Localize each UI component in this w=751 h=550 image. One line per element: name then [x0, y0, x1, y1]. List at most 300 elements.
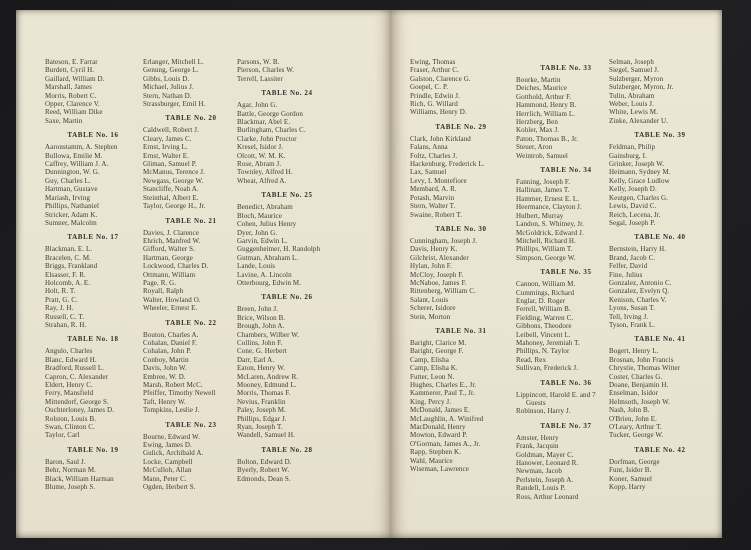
name-entry: Hackenburg, Frederick L.	[410, 160, 485, 169]
name-entry: Byerly, Robert W.	[237, 466, 290, 475]
name-entry: Royall, Ralph	[143, 287, 184, 296]
name-entry: Zinke, Alexander U.	[609, 116, 669, 125]
name-column	[237, 58, 337, 483]
name-entry: Pierson, Charles W.	[237, 66, 295, 75]
table-number-header: TABLE No. 25	[261, 191, 313, 200]
name-entry: Saxe, Martin	[45, 116, 83, 125]
name-entry: King, Percy J.	[410, 397, 452, 406]
name-entry: Kresel, Isidor J.	[237, 143, 284, 152]
table-section	[516, 64, 616, 160]
name-entry: Ernst, Walter E.	[143, 151, 190, 160]
name-entry: Parsons, W. B.	[237, 58, 280, 66]
name-entry: Robinson, Harry J.	[516, 407, 571, 416]
name-entry: Bogert, Henry L.	[609, 347, 659, 356]
table-number-header: TABLE No. 26	[261, 293, 313, 302]
name-entry: Brough, John A.	[237, 322, 285, 331]
name-entry: Cleary, James C.	[143, 134, 192, 143]
name-entry: Gilchrist, Alexander	[410, 253, 469, 262]
name-entry: McDonald, James E.	[410, 406, 471, 415]
name-column	[609, 58, 711, 491]
name-entry: O'Gorman, James A., Jr.	[410, 439, 481, 448]
name-entry: Gonzalez, Antonio C.	[609, 278, 672, 287]
name-entry: Ross, Arthur Leonard	[516, 492, 579, 501]
name-entry: Clark, John Kirkland	[410, 134, 471, 143]
name-entry: Gutman, Abraham L.	[237, 253, 299, 262]
name-entry: Chrystie, Thomas Witter	[609, 364, 681, 373]
name-entry: Hartman, George	[143, 253, 193, 262]
name-entry: Gibbs, Louis D.	[143, 74, 190, 83]
name-entry: Wheeler, Ernest E.	[143, 304, 198, 313]
name-entry: Clarke, John Proctor	[237, 134, 297, 143]
name-entry: Breen, John J.	[237, 305, 279, 314]
name-entry: Gainsburg, I.	[609, 151, 647, 160]
name-entry: Reich, Lecena, Jr.	[609, 210, 661, 219]
name-entry: Holt, R. T.	[45, 287, 76, 296]
name-entry: Mahoney, Jeremiah T.	[516, 338, 580, 347]
name-entry: Terrell, Lassiter	[237, 74, 283, 83]
name-entry: Herzberg, Ben	[516, 118, 558, 127]
name-entry: Baright, George F.	[410, 347, 464, 356]
name-entry: MacDonald, Henry	[410, 423, 466, 432]
name-entry: Stern, Nathan D.	[143, 91, 192, 100]
name-entry: Mann, Peter C.	[143, 474, 187, 483]
name-entry: Blackmar, Abel E.	[237, 118, 291, 127]
name-column	[516, 58, 616, 501]
name-entry: Dyer, John G.	[237, 228, 278, 237]
table-section	[410, 58, 512, 117]
name-entry: Wiseman, Lawrence	[410, 465, 469, 474]
name-entry: Garvin, Edwin L.	[237, 236, 288, 245]
name-entry: Phillips, N. Taylor	[516, 347, 570, 356]
name-entry: Burlingham, Charles C.	[237, 126, 306, 135]
name-entry: McLaughlin, A. Winifred	[410, 414, 484, 423]
name-entry: Hylan, John F.	[410, 262, 453, 271]
table-section	[609, 131, 711, 227]
name-entry: Cummings, Richard	[516, 288, 575, 297]
name-entry: Ferry, Mansfield	[45, 389, 94, 398]
name-entry: Rapp, Stephen K.	[410, 448, 461, 457]
page-left	[16, 10, 390, 538]
name-entry: Doane, Benjamin H.	[609, 381, 669, 389]
name-entry: Prindle, Edwin J.	[410, 91, 460, 100]
table-section	[45, 233, 141, 329]
name-entry: Brosnan, John Francis	[609, 355, 674, 364]
name-entry: Darr, Earl A.	[237, 355, 275, 364]
name-entry: Bernstein, Harry H.	[609, 245, 667, 254]
name-entry: Paton, Thomas B., Jr.	[516, 134, 579, 143]
table-section	[143, 58, 239, 108]
name-entry: Grinker, Joseph W.	[609, 160, 665, 169]
name-entry: Battle, George Gordon	[237, 109, 303, 118]
table-section	[410, 327, 512, 474]
name-entry: Rose, Abram J.	[237, 160, 282, 169]
table-section	[143, 217, 239, 313]
name-entry: Pratt, G. C.	[45, 295, 78, 304]
name-entry: Blanc, Edward H.	[45, 355, 97, 364]
name-entry: Wandell, Samuel H.	[237, 431, 296, 440]
name-entry: Locke, Campbell	[143, 457, 193, 466]
table-section	[237, 191, 337, 287]
name-entry: Hammer, Ernest E. L.	[516, 194, 580, 203]
name-entry: Agar, John G.	[237, 101, 278, 110]
name-entry: Salant, Louis	[410, 295, 449, 304]
table-section	[45, 131, 141, 227]
page-right	[390, 10, 722, 538]
name-column	[45, 58, 141, 491]
name-entry: Newman, Jacob	[516, 467, 563, 476]
table-section	[45, 446, 141, 492]
name-entry: Guy, Charles L.	[45, 176, 91, 185]
name-entry: Herrlich, William L.	[516, 109, 576, 118]
name-entry: Camp, Elisha	[410, 355, 449, 364]
name-entry: Taylor, Carl	[45, 431, 80, 440]
name-entry: Tompkins, Leslie J.	[143, 406, 200, 415]
table-number-header: TABLE No. 24	[261, 89, 313, 98]
name-entry: Tyson, Frank L.	[609, 320, 656, 329]
name-entry: Rich, G. Willard	[410, 100, 458, 109]
name-entry: Ray, J. H.	[45, 304, 74, 313]
table-section	[45, 58, 141, 125]
table-section	[143, 421, 239, 492]
name-entry: Caffrey, William J. A.	[45, 160, 109, 169]
name-entry: Aaronstamm, A. Stephen	[45, 143, 118, 152]
name-entry: Kopp, Harry	[609, 483, 646, 492]
name-entry: Felfer, David	[609, 262, 648, 271]
name-entry: Membard, A. R.	[410, 185, 457, 194]
name-entry: Hallinan, James T.	[516, 186, 570, 195]
name-entry: Weintrob, Samuel	[516, 151, 568, 160]
name-entry: Bradford, Russell L.	[45, 364, 105, 373]
name-entry: O'Leary, Arthur T.	[609, 423, 662, 432]
name-entry: Heermance, Clayton J.	[516, 203, 582, 212]
name-entry: Tucker, George W.	[609, 431, 664, 440]
name-entry: Bateson, E. Farrar	[45, 58, 98, 66]
name-entry: Bolton, Edward D.	[237, 457, 292, 466]
name-entry: Burdett, Cyril H.	[45, 66, 95, 75]
name-entry: Goldman, Mayer C.	[516, 450, 574, 459]
name-entry: Goepel, C. P.	[410, 83, 449, 92]
name-entry: Lavine, A. Lincoln	[237, 270, 292, 279]
name-entry: Tell, Irving J.	[609, 312, 649, 321]
name-entry: Embree, W. D.	[143, 372, 186, 381]
name-entry: McManus, Terence J.	[143, 168, 205, 177]
name-entry: Kammerer, Paul T., Jr.	[410, 389, 475, 398]
name-entry: Heimann, Sydney M.	[609, 168, 671, 177]
table-number-header: TABLE No. 40	[634, 233, 686, 242]
name-entry: Mariash, Irving	[45, 193, 91, 202]
name-entry: Reed, William Dike	[45, 108, 103, 117]
name-entry: Landon, S. Whitney, Jr.	[516, 220, 585, 229]
name-entry: Bracelen, C. M.	[45, 253, 92, 262]
name-entry: Gotthold, Arthur F.	[516, 92, 572, 101]
name-entry: Ferrell, William B.	[516, 305, 571, 314]
name-entry: Segal, Joseph P.	[609, 218, 656, 227]
name-entry: Bourne, Edward W.	[143, 432, 200, 441]
name-entry: Cohen, Julius Henry	[237, 220, 297, 229]
name-entry: Chambers, Wilber W.	[237, 330, 300, 339]
name-entry: Stern, Walter T.	[410, 202, 456, 211]
name-entry: Walter, Howland O.	[143, 295, 201, 304]
name-entry: Phillips, Edgar J.	[237, 414, 287, 423]
name-entry: Randell, Louis P.	[516, 484, 566, 493]
name-entry: Marshall, James	[45, 83, 92, 92]
name-entry: Amster, Henry	[516, 433, 559, 442]
table-section	[516, 166, 616, 262]
name-entry: Bourke, Martin	[516, 76, 561, 84]
name-entry: Cone, G. Herbert	[237, 347, 287, 356]
name-entry: Nevius, Franklin	[237, 397, 286, 406]
name-entry: Davis, John W.	[143, 364, 187, 373]
name-entry: Williams, Henry D.	[410, 108, 467, 117]
name-entry: Davis, Henry K.	[410, 245, 458, 254]
name-entry: Mowton, Edward P.	[410, 431, 468, 440]
name-entry: Funt, Isidor B.	[609, 466, 652, 475]
table-section	[45, 335, 141, 439]
name-entry: Selman, Joseph	[609, 58, 654, 66]
name-entry: Strassburger, Emil H.	[143, 100, 206, 109]
name-entry: Weber, Louis J.	[609, 100, 654, 109]
name-entry: Opper, Clarence V.	[45, 100, 100, 109]
name-entry: Eaton, Henry W.	[237, 364, 286, 373]
name-entry: Steuer, Aron	[516, 143, 553, 152]
name-entry: Ogden, Herbert S.	[143, 483, 196, 492]
table-number-header: TABLE No. 23	[165, 420, 217, 429]
name-entry: Davies, J. Clarence	[143, 228, 199, 237]
table-number-header: TABLE No. 16	[67, 131, 119, 140]
name-entry: Cohalan, John P.	[143, 347, 192, 356]
name-entry: Holcomb, A. E.	[45, 278, 91, 287]
table-number-header: TABLE No. 18	[67, 335, 119, 344]
table-section	[609, 446, 711, 492]
name-entry: Kelly, Grace Ludlow	[609, 176, 670, 185]
name-entry: Lax, Samuel	[410, 168, 447, 177]
name-entry: Wahl, Maurice	[410, 456, 453, 465]
name-entry: Stein, Morton	[410, 312, 451, 321]
table-section	[410, 123, 512, 219]
table-section	[143, 319, 239, 415]
name-entry: Cannon, William M.	[516, 280, 576, 289]
table-number-header: TABLE No. 37	[540, 421, 592, 430]
name-entry: Guggenheimer, H. Randolph	[237, 245, 321, 254]
name-entry: Townley, Alfred H.	[237, 168, 293, 177]
name-entry: Enselman, Isidor	[609, 389, 659, 398]
name-entry: Gliman, Samuel P.	[143, 160, 197, 169]
name-entry: Koner, Samuel	[609, 474, 653, 483]
name-entry: Simpson, George W.	[516, 253, 576, 262]
name-entry: Ernst, Irving L.	[143, 143, 188, 152]
name-entry: Mitchell, Richard H.	[516, 236, 576, 245]
name-entry: Cohalan, Daniel F.	[143, 338, 198, 347]
name-entry: Nash, John B.	[609, 406, 650, 415]
name-entry: Foltz, Charles J.	[410, 151, 458, 160]
table-section	[609, 233, 711, 329]
name-entry: Hanower, Leonard R.	[516, 459, 579, 468]
table-number-header: TABLE No. 22	[165, 318, 217, 327]
name-entry: Collins, John F.	[237, 338, 283, 347]
name-entry: Phillips, William T.	[516, 245, 573, 254]
name-entry: Coster, Charles G.	[609, 372, 663, 381]
table-number-header: TABLE No. 17	[67, 233, 119, 242]
name-entry: Ryan, Joseph T.	[237, 423, 283, 432]
name-entry: Ewing, James D.	[143, 441, 192, 450]
name-entry: Benedict, Abraham	[237, 203, 293, 212]
name-entry: Brice, Wilson B.	[237, 313, 286, 322]
name-entry: Capron, C. Alexander	[45, 372, 109, 381]
name-entry: Russell, C. T.	[45, 312, 85, 321]
name-entry: Falans, Anna	[410, 143, 448, 152]
name-entry: Potash, Marvin	[410, 193, 455, 202]
name-entry: Galston, Clarence G.	[410, 74, 471, 83]
name-entry: Frank, Jacquin	[516, 442, 559, 451]
name-entry: McGoldrick, Edward J.	[516, 228, 584, 237]
table-section	[516, 379, 616, 416]
name-entry: Eldert, Henry C.	[45, 381, 93, 389]
name-entry: Wheat, Alfred A.	[237, 176, 287, 185]
name-entry: Gonzalez, Evelyn Q.	[609, 287, 670, 296]
name-entry: Rolston, Louis B.	[45, 414, 97, 423]
name-entry: Hulbert, Murray	[516, 211, 564, 220]
name-entry: Feldman, Philip	[609, 143, 656, 152]
name-entry: Swaine, Robert T.	[410, 210, 462, 219]
name-column	[143, 58, 239, 491]
name-entry: McNaboe, James F.	[410, 278, 467, 287]
name-entry: Mooney, Edmund L.	[237, 381, 297, 389]
table-number-header: TABLE No. 19	[67, 445, 119, 454]
name-entry: Baright, Clarice M.	[410, 338, 467, 347]
name-entry: Taylor, George H., Jr.	[143, 202, 206, 211]
name-entry: Morris, Robert C.	[45, 91, 97, 100]
name-entry: Fanning, Joseph F.	[516, 178, 571, 187]
name-entry: Hartman, Gustave	[45, 185, 98, 194]
name-entry: Newgass, George W.	[143, 176, 204, 185]
table-number-header: TABLE No. 31	[435, 326, 487, 335]
name-entry: Erlanger, Mitchell L.	[143, 58, 204, 66]
table-section	[237, 446, 337, 483]
name-entry: Leibell, Vincent L.	[516, 330, 571, 339]
name-entry: Fraser, Arthur C.	[410, 66, 459, 75]
name-entry: Paley, Joseph M.	[237, 406, 286, 415]
name-entry: Levy, I. Montefiore	[410, 176, 467, 185]
table-number-header: TABLE No. 21	[165, 216, 217, 225]
name-entry: Mittendorf, George S.	[45, 397, 109, 406]
name-entry: Morris, Thomas F.	[237, 389, 291, 398]
name-entry: Strahan, R. H.	[45, 320, 87, 329]
name-entry: Pfeiffer, Timothy Newell	[143, 389, 216, 398]
name-entry: Ouchterloney, James D.	[45, 406, 115, 415]
name-entry: Conboy, Martin	[143, 355, 189, 364]
table-number-header: TABLE No. 35	[540, 268, 592, 277]
name-entry: O'Brien, John E.	[609, 414, 657, 423]
table-number-header: TABLE No. 39	[634, 131, 686, 140]
name-entry: Kohler, Max J.	[516, 126, 560, 135]
table-number-header: TABLE No. 29	[435, 122, 487, 131]
name-entry: Futter, Leon N.	[410, 372, 455, 381]
name-entry: Baron, Saul J.	[45, 457, 86, 466]
table-number-header: TABLE No. 28	[261, 445, 313, 454]
name-entry: Edmonds, Dean S.	[237, 474, 291, 483]
name-entry: Black, William Harman	[45, 474, 114, 483]
name-entry: Hughes, Charles E., Jr.	[410, 381, 477, 389]
name-entry: Gulick, Archibald A.	[143, 449, 204, 458]
name-entry: Behr, Norman M.	[45, 466, 96, 475]
table-section	[609, 58, 711, 125]
name-entry: Bloch, Maurice	[237, 211, 282, 220]
name-entry: Bouton, Charles A.	[143, 330, 199, 339]
table-number-header: TABLE No. 34	[540, 166, 592, 175]
table-section	[516, 422, 616, 501]
table-number-header: TABLE No. 33	[540, 64, 592, 72]
name-entry: Sullivan, Frederick J.	[516, 364, 579, 373]
name-entry: Englar, D. Roger	[516, 296, 566, 305]
name-entry: Ottmann, William	[143, 270, 196, 279]
name-entry: Lippincott, Harold E. and 7 Guests	[516, 390, 596, 407]
table-number-header: TABLE No. 20	[165, 114, 217, 123]
name-entry: White, Lewis M.	[609, 108, 658, 117]
name-entry: Cunningham, Joseph J.	[410, 236, 478, 245]
name-entry: Steinthal, Albert E.	[143, 193, 199, 202]
name-entry: Sumner, Malcolm	[45, 218, 97, 227]
name-entry: Michael, Julius J.	[143, 83, 194, 92]
name-entry: Lande, Louis	[237, 262, 276, 271]
name-entry: Keutgen, Charles G.	[609, 193, 669, 202]
table-section	[237, 293, 337, 440]
name-entry: Sulzberger, Myron	[609, 74, 664, 83]
name-entry: Kelly, Joseph D.	[609, 185, 657, 194]
name-entry: Dorfman, George	[609, 457, 660, 466]
name-entry: Marsh, Robert McC.	[143, 381, 203, 389]
table-number-header: TABLE No. 30	[435, 224, 487, 233]
name-entry: Lewis, David C.	[609, 202, 657, 211]
name-entry: Angulo, Charles	[45, 347, 93, 356]
name-entry: Bullowa, Emilie M.	[45, 151, 103, 160]
table-section	[143, 114, 239, 210]
name-entry: Dunnington, W. G.	[45, 168, 100, 177]
table-section	[237, 89, 337, 185]
name-entry: Gaillard, William D.	[45, 74, 105, 83]
name-entry: Siegel, Samuel J.	[609, 66, 659, 75]
name-entry: Genung, George L.	[143, 66, 199, 75]
name-entry: Phillips, Nathaniel	[45, 202, 100, 211]
name-entry: Stancliffe, Noah A.	[143, 185, 199, 194]
name-entry: McCloy, Joseph F.	[410, 270, 464, 279]
table-section	[237, 58, 337, 83]
name-entry: Gifford, Walter S.	[143, 245, 195, 254]
name-entry: Briggs, Frankland	[45, 262, 98, 271]
name-entry: Scherer, Isidore	[410, 304, 456, 313]
name-entry: Rittenberg, William C.	[410, 287, 476, 296]
name-entry: Hammond, Henry B.	[516, 101, 577, 110]
name-entry: Page, R. G.	[143, 278, 177, 287]
name-entry: Blackman, E. L.	[45, 245, 93, 254]
name-entry: Caldwell, Robert J.	[143, 126, 199, 135]
name-entry: Ewing, Thomas	[410, 58, 456, 66]
name-entry: Helmsoth, Joseph W.	[609, 397, 671, 406]
table-section	[516, 268, 616, 372]
name-entry: McCulloh, Allan	[143, 466, 192, 475]
name-entry: Lockwood, Charles D.	[143, 262, 209, 271]
name-entry: Kenison, Charles V.	[609, 295, 667, 304]
name-entry: McLaren, Andrew R.	[237, 372, 299, 381]
name-entry: Swan, Clinton C.	[45, 423, 95, 432]
table-number-header: TABLE No. 42	[634, 445, 686, 454]
name-entry: Tulin, Abraham	[609, 91, 655, 100]
name-entry: Fielding, Warren C.	[516, 313, 574, 322]
name-entry: Fine, Julius	[609, 270, 643, 279]
table-section	[410, 225, 512, 321]
name-entry: Otterbourg, Edwin M.	[237, 278, 302, 287]
name-entry: Read, Rex	[516, 355, 547, 364]
name-entry: Deiches, Maurice	[516, 84, 567, 93]
